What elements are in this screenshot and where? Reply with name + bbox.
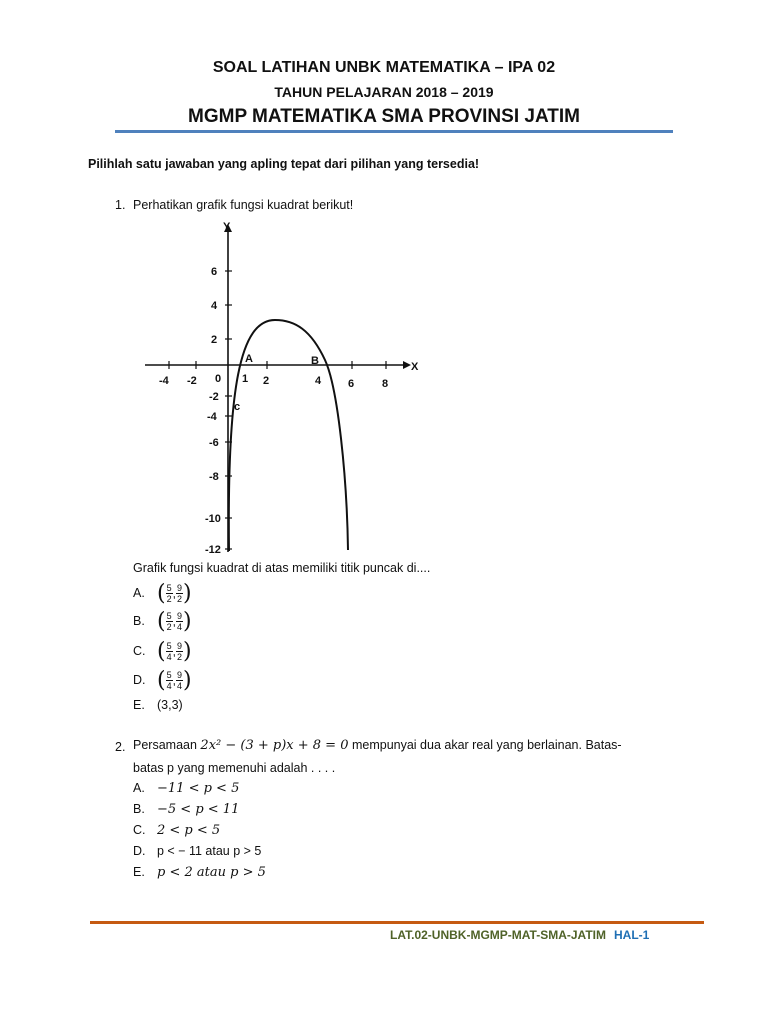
q2-equation: 2x² − (3 + p)x + 8 = 0	[200, 738, 349, 753]
option-text: −5 < p < 11	[157, 802, 240, 817]
point-b-label: B	[311, 355, 319, 367]
footer-code: LAT.02-UNBK-MGMP-MAT-SMA-JATIM	[390, 928, 606, 942]
q2-option-a[interactable]	[133, 781, 239, 796]
option-text: −11 < p < 5	[157, 781, 240, 796]
x-tick-label: -4	[159, 375, 169, 387]
q2-text: Persamaan 2x² − (3 + p)x + 8 = 0 mempunyai dua akar real yang berlainan. Batas-	[133, 738, 622, 753]
option-text: 2 < p < 5	[157, 823, 221, 838]
x-tick-label: 0	[215, 373, 222, 385]
option-label: E.	[133, 865, 145, 879]
x-axis-label: X	[411, 361, 419, 373]
header-divider	[115, 130, 673, 133]
y-tick-label: -12	[205, 544, 221, 556]
footer	[390, 928, 649, 942]
x-tick-label: 6	[348, 378, 355, 390]
option-text: p < − 11 atau p > 5	[157, 844, 262, 858]
option-label: D.	[133, 844, 146, 858]
option-label: A.	[133, 781, 145, 795]
organization-name: MGMP MATEMATIKA SMA PROVINSI JATIM	[188, 106, 580, 127]
q2-text-line2: batas p yang memenuhi adalah . . . .	[133, 761, 336, 775]
y-tick-label: -6	[209, 437, 219, 449]
page-number: HAL-1	[613, 928, 650, 942]
x-tick-label: 1	[242, 373, 249, 385]
x-tick-label: -2	[187, 375, 197, 387]
q1-question: Grafik fungsi kuadrat di atas memiliki titik puncak di....	[133, 561, 431, 575]
option-label: C.	[133, 643, 146, 658]
footer-divider	[90, 921, 704, 924]
y-tick-label: -4	[207, 411, 217, 423]
option-text: (3,3)	[157, 698, 183, 712]
option-label: D.	[133, 672, 146, 687]
y-tick-label: -10	[205, 513, 221, 525]
q2-option-e[interactable]	[133, 865, 266, 880]
option-label: B.	[133, 613, 145, 628]
q1-option-c[interactable]: C. ( $\frac{5}{4}$ , $\frac{9}{2}$ )	[133, 639, 192, 664]
y-tick-label: 2	[211, 334, 218, 346]
point-c-label: c	[234, 401, 241, 413]
q1-option-e[interactable]	[133, 698, 183, 712]
q1-option-b[interactable]: B. ( $\frac{5}{2}$ , $\frac{9}{4}$ )	[133, 609, 192, 634]
point-a-label: A	[245, 353, 253, 365]
y-tick-label: 4	[211, 300, 218, 312]
q2-option-d[interactable]	[133, 844, 261, 858]
x-axis-arrow	[403, 361, 411, 369]
option-label: E.	[133, 698, 145, 712]
y-tick-label: 6	[211, 266, 218, 278]
y-tick-label: -2	[209, 391, 219, 403]
instruction-text: Pilihlah satu jawaban yang apling tepat dari pilihan yang tersedia!	[88, 157, 480, 171]
q2-option-b[interactable]	[133, 802, 239, 817]
q1-number: 1.	[115, 198, 126, 212]
document-title: SOAL LATIHAN UNBK MATEMATIKA – IPA 02	[212, 59, 556, 76]
y-axis-label: Y	[223, 221, 231, 233]
x-tick-label: 2	[263, 375, 270, 387]
option-label: B.	[133, 802, 145, 816]
q1-option-a[interactable]: A. ( $\frac{5}{2}$ , $\frac{9}{2}$ )	[133, 581, 192, 606]
option-text: p < 2 atau p > 5	[157, 865, 266, 880]
x-tick-label: 4	[315, 375, 322, 387]
q2-option-c[interactable]	[133, 823, 220, 838]
option-label: A.	[133, 585, 145, 600]
q1-option-d[interactable]: D. ( $\frac{5}{4}$ , $\frac{9}{4}$ )	[133, 668, 192, 693]
q2-number: 2.	[115, 740, 126, 754]
q1-text: Perhatikan grafik fungsi kuadrat berikut!	[133, 198, 354, 212]
quadratic-graph	[145, 218, 425, 558]
y-tick-label: -8	[209, 471, 219, 483]
option-label: C.	[133, 823, 146, 837]
academic-year: TAHUN PELAJARAN 2018 – 2019	[274, 84, 494, 100]
x-tick-label: 8	[382, 378, 389, 390]
